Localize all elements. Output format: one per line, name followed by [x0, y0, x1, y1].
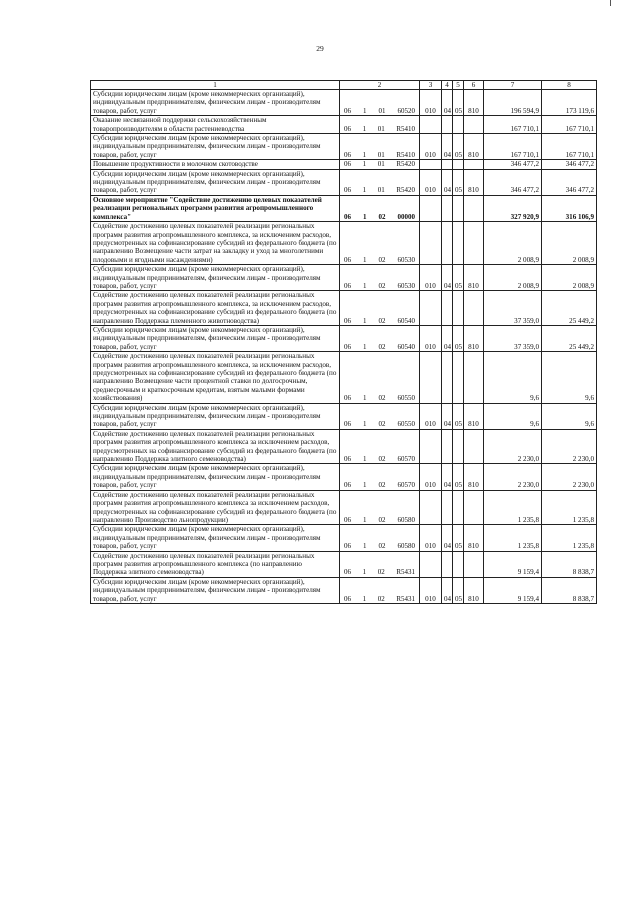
classification-code [340, 160, 420, 169]
table-row [91, 429, 597, 464]
section-code: 04 [442, 525, 453, 551]
column-header: 6 [464, 81, 484, 90]
subsection-code: 05 [453, 169, 464, 195]
amount-col8: 8 838,7 [542, 551, 597, 577]
ministry-code [420, 195, 442, 221]
amount-col8: 2 230,0 [542, 464, 597, 490]
program-code: 06 [344, 394, 351, 403]
table-row [91, 525, 597, 551]
expense-type-code: 810 [464, 134, 484, 160]
expense-type-code [464, 352, 484, 403]
subprogram-code: 1 [362, 594, 367, 603]
section-code: 04 [442, 325, 453, 351]
event-code: 02 [377, 594, 385, 603]
expense-type-code: 810 [464, 169, 484, 195]
direction-code: 60580 [397, 515, 415, 524]
amount-col8: 9,6 [542, 352, 597, 403]
table-row [91, 490, 597, 525]
ministry-code: 010 [420, 464, 442, 490]
program-code: 06 [344, 568, 351, 577]
classification-code [340, 265, 420, 291]
expense-type-code: 810 [464, 464, 484, 490]
amount-col7: 9,6 [484, 352, 542, 403]
expense-type-code: 810 [464, 325, 484, 351]
subprogram-code: 1 [363, 281, 367, 290]
section-code [442, 116, 453, 134]
ministry-code: 010 [420, 265, 442, 291]
section-code [442, 195, 453, 221]
program-code: 06 [344, 212, 351, 221]
row-description: Содействие достижению целевых показателей реализации региональных программ развития агропромышленного комплекса за исключением расходов, предусмотренных на софинансирование субсидий из федерального бюджета (по направлению Производство льнопродукции) [91, 490, 340, 525]
expense-type-code [464, 160, 484, 169]
event-code: 01 [377, 150, 385, 159]
ministry-code: 010 [420, 403, 442, 429]
row-description: Субсидии юридическим лицам (кроме некоммерческих организаций), индивидуальным предпринимателям, физическим лицам - производителям товаров, работ, услуг [91, 134, 340, 160]
amount-col7: 2 008,9 [484, 265, 542, 291]
ministry-code: 010 [420, 169, 442, 195]
amount-col8: 173 119,6 [542, 90, 597, 116]
table-row [91, 134, 597, 160]
event-code: 02 [378, 455, 386, 464]
event-code: 02 [378, 255, 386, 264]
classification-code [340, 577, 420, 603]
program-code: 06 [344, 342, 351, 351]
row-description: Содействие достижению целевых показателей реализации региональных программ развития агропромышленного комплекса, за исключением расходов, предусмотренных на софинансирование субсидий из федерального бюджета (по направлению Возмещение части затрат на закладку и уход за многолетними плодовыми и ягодными насаждениями) [91, 222, 340, 265]
event-code: 02 [378, 281, 386, 290]
column-header: 2 [340, 81, 420, 90]
program-code: 06 [344, 515, 351, 524]
subprogram-code: 1 [362, 186, 367, 195]
row-description: Субсидии юридическим лицам (кроме некоммерческих организаций), индивидуальным предпринимателям, физическим лицам - производителям товаров, работ, услуг [91, 265, 340, 291]
amount-col7: 1 235,8 [484, 490, 542, 525]
classification-code [340, 429, 420, 464]
classification-code [340, 525, 420, 551]
program-code: 06 [344, 455, 351, 464]
subsection-code: 05 [453, 403, 464, 429]
subprogram-code: 1 [363, 455, 367, 464]
section-code: 04 [442, 403, 453, 429]
section-code [442, 291, 453, 326]
amount-col8: 316 106,9 [542, 195, 597, 221]
subprogram-code: 1 [362, 160, 367, 169]
row-description: Субсидии юридическим лицам (кроме некоммерческих организаций), индивидуальным предпринимателям, физическим лицам - производителям товаров, работ, услуг [91, 90, 340, 116]
amount-col8: 25 449,2 [542, 291, 597, 326]
amount-col7: 2 230,0 [484, 429, 542, 464]
event-code: 02 [378, 212, 386, 221]
direction-code: 60570 [397, 481, 415, 490]
classification-code [340, 169, 420, 195]
program-code: 06 [344, 481, 351, 490]
ministry-code: 010 [420, 90, 442, 116]
direction-code: 60570 [397, 455, 415, 464]
program-code: 06 [344, 186, 351, 195]
amount-col7: 196 594,9 [484, 90, 542, 116]
ministry-code [420, 222, 442, 265]
ministry-code: 010 [420, 577, 442, 603]
table-row [91, 551, 597, 577]
classification-code [340, 90, 420, 116]
subprogram-code: 1 [363, 255, 367, 264]
subsection-code: 05 [453, 525, 464, 551]
ministry-code [420, 291, 442, 326]
subsection-code [453, 551, 464, 577]
amount-col8: 9,6 [542, 403, 597, 429]
classification-code [340, 490, 420, 525]
amount-col7: 2 230,0 [484, 464, 542, 490]
expense-type-code: 810 [464, 90, 484, 116]
amount-col7: 9 159,4 [484, 577, 542, 603]
classification-code [340, 116, 420, 134]
classification-code [340, 325, 420, 351]
table-row [91, 116, 597, 134]
column-header: 4 [442, 81, 453, 90]
direction-code: 00000 [397, 212, 415, 221]
direction-code: R5420 [396, 186, 415, 195]
column-header: 7 [484, 81, 542, 90]
amount-col7: 346 477,2 [484, 160, 542, 169]
expense-type-code [464, 429, 484, 464]
amount-col8: 1 235,8 [542, 490, 597, 525]
amount-col8: 1 235,8 [542, 525, 597, 551]
amount-col8: 346 477,2 [542, 169, 597, 195]
amount-col8: 2 230,0 [542, 429, 597, 464]
amount-col8: 346 477,2 [542, 160, 597, 169]
amount-col8: 8 838,7 [542, 577, 597, 603]
table-row [91, 160, 597, 169]
section-code: 04 [442, 90, 453, 116]
ministry-code [420, 352, 442, 403]
direction-code: R5410 [396, 124, 415, 133]
program-code: 06 [344, 420, 351, 429]
table-body [91, 81, 597, 604]
subprogram-code: 1 [363, 212, 367, 221]
program-code: 06 [344, 316, 351, 325]
amount-col7: 9 159,4 [484, 551, 542, 577]
section-code [442, 222, 453, 265]
amount-col7: 346 477,2 [484, 169, 542, 195]
program-code: 06 [344, 594, 351, 603]
column-header: 5 [453, 81, 464, 90]
ministry-code [420, 160, 442, 169]
row-description: Содействие достижению целевых показателей реализации региональных программ развития агропромышленного комплекса (по направлению Поддержка элитного семеноводства) [91, 551, 340, 577]
program-code: 06 [344, 150, 351, 159]
direction-code: 60540 [397, 316, 415, 325]
ministry-code: 010 [420, 134, 442, 160]
table-row [91, 222, 597, 265]
subprogram-code: 1 [363, 420, 367, 429]
table-row [91, 577, 597, 603]
event-code: 01 [377, 124, 385, 133]
ministry-code [420, 551, 442, 577]
table-row [91, 464, 597, 490]
row-description: Субсидии юридическим лицам (кроме некоммерческих организаций), индивидуальным предпринимателям, физическим лицам - производителям товаров, работ, услуг [91, 525, 340, 551]
event-code: 02 [378, 342, 386, 351]
program-code: 06 [344, 124, 351, 133]
event-code: 02 [378, 515, 386, 524]
row-description: Субсидии юридическим лицам (кроме некоммерческих организаций), индивидуальным предпринимателям, физическим лицам - производителям товаров, работ, услуг [91, 464, 340, 490]
program-code: 06 [344, 281, 351, 290]
program-code: 06 [344, 255, 351, 264]
subsection-code [453, 116, 464, 134]
event-code: 01 [377, 186, 385, 195]
direction-code: 60550 [397, 420, 415, 429]
classification-code [340, 551, 420, 577]
row-description: Содействие достижению целевых показателей реализации региональных программ развития агропромышленного комплекса за исключением расходов, предусмотренных на софинансирование субсидий из федерального бюджета (по направлению Поддержка элитного семеноводства) [91, 429, 340, 464]
amount-col8: 25 449,2 [542, 325, 597, 351]
page-number: 29 [316, 44, 324, 53]
subsection-code: 05 [453, 577, 464, 603]
program-code: 06 [344, 542, 351, 551]
subprogram-code: 1 [362, 124, 367, 133]
expense-type-code [464, 490, 484, 525]
classification-code [340, 403, 420, 429]
amount-col8: 167 710,1 [542, 134, 597, 160]
amount-col7: 327 920,9 [484, 195, 542, 221]
ministry-code: 010 [420, 525, 442, 551]
subsection-code: 05 [453, 325, 464, 351]
amount-col7: 1 235,8 [484, 525, 542, 551]
section-code: 04 [442, 169, 453, 195]
table-row [91, 90, 597, 116]
subsection-code [453, 160, 464, 169]
row-description: Содействие достижению целевых показателей реализации региональных программ развития агропромышленного комплекса, за исключением расходов, предусмотренных на софинансирование субсидий из федерального бюджета (по направлению Возмещение части процентной ставки по долгосрочным, среднесрочным и краткосрочным кредитам, взятым малыми формами хозяйствования) [91, 352, 340, 403]
section-code [442, 429, 453, 464]
event-code: 02 [378, 542, 386, 551]
subsection-code [453, 195, 464, 221]
subprogram-code: 1 [363, 542, 367, 551]
ministry-code [420, 490, 442, 525]
row-description: Повышение продуктивности в молочном скотоводстве [91, 160, 340, 169]
event-code: 02 [378, 394, 386, 403]
subprogram-code: 1 [362, 568, 367, 577]
amount-col7: 37 359,0 [484, 291, 542, 326]
expense-type-code: 810 [464, 403, 484, 429]
section-code: 04 [442, 265, 453, 291]
subsection-code [453, 490, 464, 525]
column-header: 1 [91, 81, 340, 90]
amount-col7: 167 710,1 [484, 116, 542, 134]
classification-code [340, 222, 420, 265]
section-code [442, 551, 453, 577]
row-description: Оказание несвязанной поддержки сельскохозяйственным товаропроизводителям в области растениеводства [91, 116, 340, 134]
ministry-code [420, 429, 442, 464]
subsection-code: 05 [453, 90, 464, 116]
column-header: 8 [542, 81, 597, 90]
amount-col8: 2 008,9 [542, 222, 597, 265]
subsection-code [453, 429, 464, 464]
column-header: 3 [420, 81, 442, 90]
section-code: 04 [442, 134, 453, 160]
amount-col8: 2 008,9 [542, 265, 597, 291]
table-row [91, 325, 597, 351]
amount-col7: 2 008,9 [484, 222, 542, 265]
table-header-row [91, 81, 597, 90]
budget-table [90, 80, 597, 604]
scan-mark [610, 0, 611, 6]
subprogram-code: 1 [363, 342, 367, 351]
ministry-code: 010 [420, 325, 442, 351]
table-row [91, 195, 597, 221]
subsection-code: 05 [453, 464, 464, 490]
expense-type-code [464, 291, 484, 326]
expense-type-code [464, 116, 484, 134]
table-row [91, 352, 597, 403]
amount-col7: 167 710,1 [484, 134, 542, 160]
direction-code: R5431 [396, 594, 415, 603]
subsection-code: 05 [453, 265, 464, 291]
classification-code [340, 195, 420, 221]
subprogram-code: 1 [363, 394, 367, 403]
section-code [442, 160, 453, 169]
event-code: 02 [378, 420, 386, 429]
section-code: 04 [442, 577, 453, 603]
row-description: Субсидии юридическим лицам (кроме некоммерческих организаций), индивидуальным предпринимателям, физическим лицам - производителям товаров, работ, услуг [91, 403, 340, 429]
direction-code: 60550 [397, 394, 415, 403]
subprogram-code: 1 [363, 515, 367, 524]
expense-type-code [464, 195, 484, 221]
table-row [91, 403, 597, 429]
event-code: 02 [377, 568, 385, 577]
table-row [91, 291, 597, 326]
event-code: 01 [377, 160, 385, 169]
amount-col8: 167 710,1 [542, 116, 597, 134]
program-code: 06 [344, 106, 351, 115]
event-code: 02 [378, 481, 386, 490]
classification-code [340, 291, 420, 326]
subsection-code: 05 [453, 134, 464, 160]
expense-type-code: 810 [464, 577, 484, 603]
classification-code [340, 352, 420, 403]
row-description: Субсидии юридическим лицам (кроме некоммерческих организаций), индивидуальным предпринимателям, физическим лицам - производителям товаров, работ, услуг [91, 325, 340, 351]
direction-code: 60530 [397, 281, 415, 290]
classification-code [340, 464, 420, 490]
program-code: 06 [344, 160, 351, 169]
event-code: 01 [378, 106, 386, 115]
subprogram-code: 1 [363, 316, 367, 325]
subsection-code [453, 222, 464, 265]
amount-col7: 37 359,0 [484, 325, 542, 351]
subprogram-code: 1 [363, 106, 367, 115]
classification-code [340, 134, 420, 160]
table-row [91, 265, 597, 291]
row-description: Субсидии юридическим лицам (кроме некоммерческих организаций), индивидуальным предпринимателям, физическим лицам - производителям товаров, работ, услуг [91, 169, 340, 195]
ministry-code [420, 116, 442, 134]
subprogram-code: 1 [362, 150, 367, 159]
section-code [442, 490, 453, 525]
section-code [442, 352, 453, 403]
event-code: 02 [378, 316, 386, 325]
direction-code: 60530 [397, 255, 415, 264]
expense-type-code [464, 551, 484, 577]
row-description: Субсидии юридическим лицам (кроме некоммерческих организаций), индивидуальным предпринимателям, физическим лицам - производителям товаров, работ, услуг [91, 577, 340, 603]
subsection-code [453, 291, 464, 326]
expense-type-code [464, 222, 484, 265]
direction-code: R5410 [396, 150, 415, 159]
direction-code: R5420 [396, 160, 415, 169]
section-code: 04 [442, 464, 453, 490]
amount-col7: 9,6 [484, 403, 542, 429]
direction-code: R5431 [396, 568, 415, 577]
direction-code: 60520 [397, 106, 415, 115]
direction-code: 60580 [397, 542, 415, 551]
subsection-code [453, 352, 464, 403]
expense-type-code: 810 [464, 525, 484, 551]
table-row [91, 169, 597, 195]
direction-code: 60540 [397, 342, 415, 351]
row-description: Содействие достижению целевых показателей реализации региональных программ развития агропромышленного комплекса, за исключением расходов, предусмотренных на софинансирование субсидий из федерального бюджета (по направлению Поддержка племенного животноводства) [91, 291, 340, 326]
row-description: Основное мероприятие "Содействие достижению целевых показателей реализации региональных программ развития агропромышленного комплекса" [91, 195, 340, 221]
expense-type-code: 810 [464, 265, 484, 291]
subprogram-code: 1 [363, 481, 367, 490]
